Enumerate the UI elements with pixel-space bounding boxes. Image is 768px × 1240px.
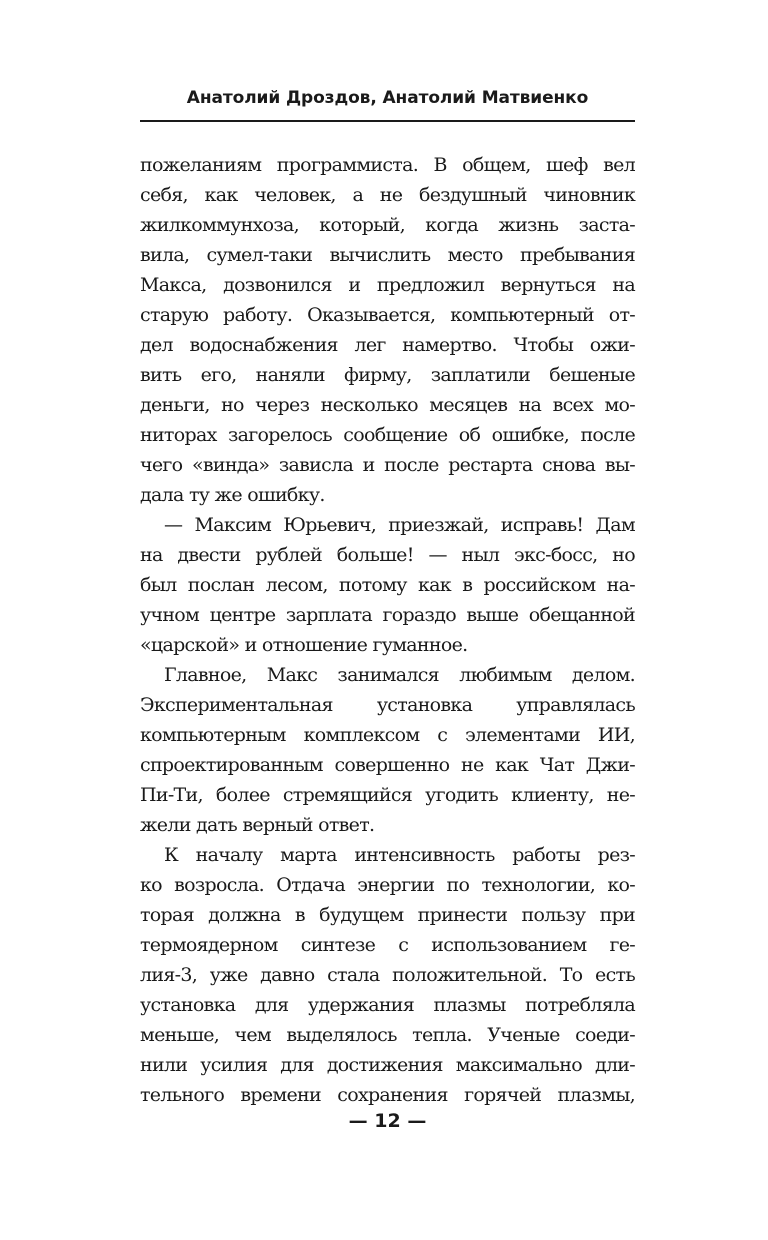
text-line: старую работу. Оказывается, компьютерный от- [140,304,635,326]
text-line: себя, как человек, а не бездушный чиновник [140,184,635,206]
text-line: — Максим Юрьевич, приезжай, исправь! Дам [164,514,635,536]
text-line: ниторах загорелось сообщение об ошибке, после [140,424,635,446]
text-line: учном центре зарплата гораздо выше обещанной [140,604,635,626]
header-rule [140,120,635,122]
text-line: жели дать верный ответ. [140,814,375,836]
text-line: термоядерном синтезе с использованием ге- [140,934,635,956]
text-line: вить его, наняли фирму, заплатили бешеные [140,364,635,386]
text-line: Экспериментальная установка управлялась [140,694,635,716]
text-line: К началу марта интенсивность работы рез- [164,844,635,866]
text-line: «царской» и отношение гуманное. [140,634,468,656]
text-line: тельного времени сохранения горячей плазмы, [140,1084,635,1106]
text-line: лия-3, уже давно стала положительной. То есть [140,964,635,986]
text-line: пожеланиям программиста. В общем, шеф вел [140,154,635,176]
text-line: ко возросла. Отдача энергии по технологии, ко- [140,874,635,896]
text-line: компьютерным комплексом с элементами ИИ, [140,724,635,746]
text-line: нили усилия для достижения максимально дли- [140,1054,635,1076]
text-line: меньше, чем выделялось тепла. Ученые соеди- [140,1024,635,1046]
text-line: чего «винда» зависла и после рестарта снова вы- [140,454,635,476]
page-number: — 12 — [348,1110,427,1132]
text-line: на двести рублей больше! — ныл экс-босс, но [140,544,635,566]
text-line: Главное, Макс занимался любимым делом. [164,664,635,686]
text-line: Макса, дозвонился и предложил вернуться на [140,274,635,296]
text-line: установка для удержания плазмы потребляла [140,994,635,1016]
text-line: Пи-Ти, более стремящийся угодить клиенту, не- [140,784,635,806]
text-line: спроектированным совершенно не как Чат Джи- [140,754,635,776]
text-line: дел водоснабжения лег намертво. Чтобы ожи- [140,334,635,356]
text-line: жилкоммунхоза, который, когда жизнь заста- [140,214,635,236]
text-line: был послан лесом, потому как в российском на- [140,574,635,596]
body-text [140,150,635,1110]
running-head: Анатолий Дроздов, Анатолий Матвиенко [186,88,589,108]
text-line: торая должна в будущем принести пользу при [140,904,635,926]
text-line: деньги, но через несколько месяцев на всех мо- [140,394,635,416]
text-line: вила, сумел-таки вычислить место пребывания [140,244,635,266]
text-line: дала ту же ошибку. [140,484,325,506]
